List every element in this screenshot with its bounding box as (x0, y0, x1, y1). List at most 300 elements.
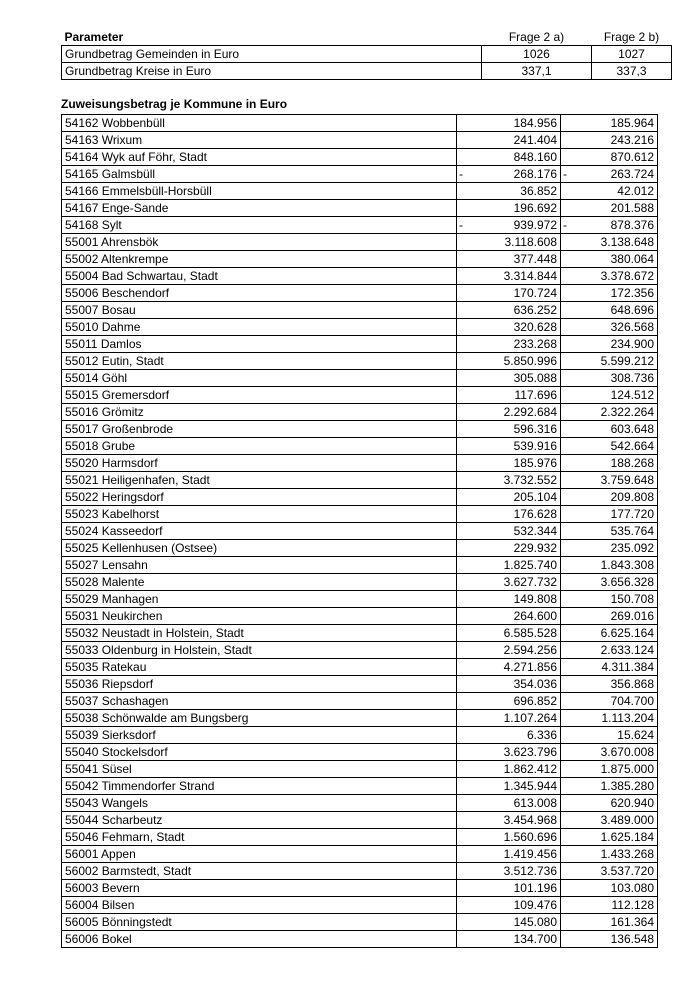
amount-cell-a (457, 659, 561, 676)
amount-cell-a (457, 897, 561, 914)
municipality-name: 56002 Barmstedt, Stadt (62, 863, 457, 880)
amount-cell-b (561, 472, 658, 489)
amount-cell-a (457, 591, 561, 608)
amount-value: 233.268 (513, 337, 557, 351)
municipality-name: 56004 Bilsen (62, 897, 457, 914)
table-row (62, 676, 658, 693)
amount-value: 201.588 (610, 201, 654, 215)
param-value-b: 1027 (592, 46, 672, 63)
amount-value: 848.160 (513, 150, 557, 164)
amount-cell-a (457, 268, 561, 285)
amount-value: 380.064 (610, 252, 654, 266)
municipality-name: 55020 Harmsdorf (62, 455, 457, 472)
table-row (62, 251, 658, 268)
amount-value: 101.196 (513, 881, 557, 895)
table-row (62, 523, 658, 540)
negative-sign: - (459, 218, 463, 232)
amount-value: 5.599.212 (600, 354, 654, 368)
amount-cell-b (561, 387, 658, 404)
amount-cell-a (457, 863, 561, 880)
table-row (62, 115, 658, 132)
param-value-b: 337,3 (592, 63, 672, 80)
amount-value: 870.612 (610, 150, 654, 164)
amount-cell-a (457, 217, 561, 234)
amount-value: 308.736 (610, 371, 654, 385)
table-row (62, 319, 658, 336)
table-row (62, 863, 658, 880)
table-row (62, 506, 658, 523)
amount-cell-a (457, 608, 561, 625)
table-row (62, 200, 658, 217)
amount-value: 6.336 (526, 728, 557, 742)
amount-cell-b (561, 897, 658, 914)
amount-cell-a (457, 319, 561, 336)
amount-value: 170.724 (513, 286, 557, 300)
amount-value: 6.585.528 (503, 626, 557, 640)
amount-cell-a (457, 302, 561, 319)
amount-cell-b (561, 710, 658, 727)
amount-cell-b (561, 914, 658, 931)
amount-cell-a (457, 251, 561, 268)
amount-value: 161.364 (610, 915, 654, 929)
amount-value: 1.862.412 (503, 762, 557, 776)
table-row (62, 370, 658, 387)
municipality-name: 55036 Riepsdorf (62, 676, 457, 693)
table-row (62, 285, 658, 302)
amount-value: 1.433.268 (600, 847, 654, 861)
municipality-name: 55016 Grömitz (62, 404, 457, 421)
amount-value: 3.489.000 (600, 813, 654, 827)
param-row-kreise (62, 63, 672, 80)
amount-value: 1.625.184 (600, 830, 654, 844)
amount-value: 209.808 (610, 490, 654, 504)
amount-value: 1.107.264 (503, 711, 557, 725)
municipality-name: 55037 Schashagen (62, 693, 457, 710)
municipality-name: 56006 Bokel (62, 931, 457, 948)
table-row (62, 761, 658, 778)
amount-cell-b (561, 608, 658, 625)
amount-value: 613.008 (513, 796, 557, 810)
amount-cell-a (457, 404, 561, 421)
amount-value: 1.825.740 (503, 558, 557, 572)
amount-value: 124.512 (610, 388, 654, 402)
amount-value: 15.624 (617, 728, 654, 742)
amount-value: 1.560.696 (503, 830, 557, 844)
parameter-header: Parameter (64, 30, 124, 44)
amount-cell-b (561, 268, 658, 285)
amount-value: 134.700 (513, 932, 557, 946)
table-row (62, 642, 658, 659)
table-row (62, 132, 658, 149)
municipality-name: 55040 Stockelsdorf (62, 744, 457, 761)
table-row (62, 591, 658, 608)
amount-cell-a (457, 523, 561, 540)
amount-cell-b (561, 438, 658, 455)
amount-value: 109.476 (513, 898, 557, 912)
municipality-name: 55046 Fehmarn, Stadt (62, 829, 457, 846)
amount-value: 149.808 (513, 592, 557, 606)
amount-cell-a (457, 574, 561, 591)
municipality-name: 56003 Bevern (62, 880, 457, 897)
amount-cell-b (561, 761, 658, 778)
amount-value: 6.625.164 (600, 626, 654, 640)
table-row (62, 455, 658, 472)
amount-cell-b (561, 574, 658, 591)
municipality-name: 55038 Schönwalde am Bungsberg (62, 710, 457, 727)
amount-value: 176.628 (513, 507, 557, 521)
municipality-name: 55017 Großenbrode (62, 421, 457, 438)
amount-value: 136.548 (610, 932, 654, 946)
amount-value: 263.724 (610, 167, 654, 181)
amount-cell-b (561, 727, 658, 744)
amount-value: 150.708 (610, 592, 654, 606)
amount-cell-b (561, 251, 658, 268)
municipality-name: 55042 Timmendorfer Strand (62, 778, 457, 795)
amount-value: 243.216 (610, 133, 654, 147)
negative-sign: - (459, 167, 463, 181)
amount-value: 1.419.456 (503, 847, 557, 861)
municipality-name: 55024 Kasseedorf (62, 523, 457, 540)
amount-value: 636.252 (513, 303, 557, 317)
amount-value: 188.268 (610, 456, 654, 470)
amount-cell-b (561, 421, 658, 438)
amount-cell-b (561, 812, 658, 829)
amount-cell-b (561, 200, 658, 217)
amount-cell-b (561, 455, 658, 472)
amount-value: 320.628 (513, 320, 557, 334)
amount-value: 1.875.000 (600, 762, 654, 776)
amount-value: 3.759.648 (600, 473, 654, 487)
amount-cell-b (561, 166, 658, 183)
amount-value: 3.118.608 (504, 235, 557, 249)
amount-cell-b (561, 489, 658, 506)
municipality-name: 55002 Altenkrempe (62, 251, 457, 268)
amount-cell-a (457, 489, 561, 506)
municipality-name: 54168 Sylt (62, 217, 457, 234)
amount-value: 185.964 (610, 116, 654, 130)
amount-value: 172.356 (610, 286, 654, 300)
amount-cell-a (457, 676, 561, 693)
table-row (62, 404, 658, 421)
amount-value: 354.036 (513, 677, 557, 691)
municipality-name: 55004 Bad Schwartau, Stadt (62, 268, 457, 285)
amount-value: 3.138.648 (600, 235, 654, 249)
table-row (62, 710, 658, 727)
amount-cell-a (457, 234, 561, 251)
amount-cell-a (457, 846, 561, 863)
amount-value: 4.311.384 (601, 660, 654, 674)
municipality-name: 56005 Bönningstedt (62, 914, 457, 931)
amount-cell-a (457, 353, 561, 370)
municipality-name: 54165 Galmsbüll (62, 166, 457, 183)
municipality-name: 54164 Wyk auf Föhr, Stadt (62, 149, 457, 166)
municipality-name: 55027 Lensahn (62, 557, 457, 574)
amount-value: 542.664 (610, 439, 654, 453)
table-row (62, 574, 658, 591)
amount-cell-a (457, 336, 561, 353)
municipality-name: 55032 Neustadt in Holstein, Stadt (62, 625, 457, 642)
amount-cell-b (561, 795, 658, 812)
amount-cell-a (457, 421, 561, 438)
municipality-name: 55028 Malente (62, 574, 457, 591)
table-row (62, 166, 658, 183)
municipality-name: 56001 Appen (62, 846, 457, 863)
table-row (62, 336, 658, 353)
municipality-name: 55044 Scharbeutz (62, 812, 457, 829)
amount-cell-a (457, 744, 561, 761)
amount-value: 103.080 (610, 881, 654, 895)
municipality-name: 55001 Ahrensbök (62, 234, 457, 251)
amount-cell-a (457, 642, 561, 659)
amount-cell-a (457, 132, 561, 149)
amount-value: 1.113.204 (601, 711, 654, 725)
municipality-name: 55018 Grube (62, 438, 457, 455)
amount-cell-a (457, 455, 561, 472)
amount-value: 2.292.684 (503, 405, 557, 419)
amount-cell-b (561, 353, 658, 370)
municipality-name: 55021 Heiligenhafen, Stadt (62, 472, 457, 489)
amount-cell-a (457, 795, 561, 812)
amount-value: 3.512.736 (503, 864, 557, 878)
amount-value: 648.696 (610, 303, 654, 317)
table-row (62, 438, 658, 455)
amount-value: 3.627.732 (503, 575, 557, 589)
amount-cell-a (457, 115, 561, 132)
amount-value: 1.345.944 (503, 779, 557, 793)
param-label: Grundbetrag Gemeinden in Euro (62, 46, 482, 63)
table-row (62, 829, 658, 846)
amount-cell-b (561, 557, 658, 574)
amount-cell-a (457, 166, 561, 183)
amount-value: 36.852 (520, 184, 557, 198)
amount-cell-a (457, 931, 561, 948)
amount-value: 704.700 (610, 694, 654, 708)
table-row (62, 778, 658, 795)
amount-cell-b (561, 846, 658, 863)
municipality-name: 55015 Gremersdorf (62, 387, 457, 404)
amount-cell-b (561, 149, 658, 166)
amount-cell-a (457, 149, 561, 166)
table-row (62, 931, 658, 948)
column-header-frage-2b: Frage 2 b) (603, 30, 660, 44)
amount-value: 268.176 (513, 167, 557, 181)
table-row (62, 727, 658, 744)
amount-value: 117.696 (514, 388, 557, 402)
table-row (62, 183, 658, 200)
municipality-name: 55010 Dahme (62, 319, 457, 336)
amount-cell-a (457, 200, 561, 217)
amount-value: 42.012 (617, 184, 654, 198)
amount-cell-b (561, 778, 658, 795)
municipality-name: 54162 Wobbenbüll (62, 115, 457, 132)
amount-cell-b (561, 506, 658, 523)
amount-cell-b (561, 642, 658, 659)
amount-cell-a (457, 761, 561, 778)
column-header-frage-2a: Frage 2 a) (508, 30, 565, 44)
amount-value: 878.376 (610, 218, 654, 232)
amount-value: 3.378.672 (600, 269, 654, 283)
amount-value: 535.764 (610, 524, 654, 538)
table-row (62, 812, 658, 829)
amount-value: 3.670.008 (600, 745, 654, 759)
amount-cell-a (457, 506, 561, 523)
amount-value: 532.344 (513, 524, 557, 538)
table-row (62, 540, 658, 557)
amount-cell-b (561, 336, 658, 353)
municipality-name: 55031 Neukirchen (62, 608, 457, 625)
municipality-name: 55033 Oldenburg in Holstein, Stadt (62, 642, 457, 659)
amount-cell-b (561, 540, 658, 557)
municipality-name: 55012 Eutin, Stadt (62, 353, 457, 370)
municipality-name: 55025 Kellenhusen (Ostsee) (62, 540, 457, 557)
amount-value: 264.600 (513, 609, 557, 623)
municipality-name: 55014 Göhl (62, 370, 457, 387)
amount-value: 326.568 (610, 320, 654, 334)
amount-cell-b (561, 234, 658, 251)
amount-cell-a (457, 438, 561, 455)
table-row (62, 268, 658, 285)
amount-value: 112.128 (611, 898, 654, 912)
param-value-a: 337,1 (482, 63, 592, 80)
municipality-name: 54166 Emmelsbüll-Horsbüll (62, 183, 457, 200)
amount-value: 620.940 (610, 796, 654, 810)
amount-value: 145.080 (513, 915, 557, 929)
amount-value: 377.448 (513, 252, 557, 266)
amount-cell-b (561, 693, 658, 710)
table-row (62, 846, 658, 863)
table-row (62, 914, 658, 931)
amount-cell-b (561, 132, 658, 149)
amount-cell-b (561, 302, 658, 319)
table-row (62, 217, 658, 234)
param-value-a: 1026 (482, 46, 592, 63)
table-row (62, 472, 658, 489)
amount-value: 5.850.996 (503, 354, 557, 368)
amount-value: 356.868 (610, 677, 654, 691)
amount-value: 3.656.328 (600, 575, 654, 589)
amount-value: 2.594.256 (503, 643, 557, 657)
amount-value: 3.623.796 (503, 745, 557, 759)
municipality-name: 55007 Bosau (62, 302, 457, 319)
table-row (62, 387, 658, 404)
amount-cell-b (561, 880, 658, 897)
allocation-table (61, 114, 658, 948)
municipality-name: 55023 Kabelhorst (62, 506, 457, 523)
amount-cell-a (457, 710, 561, 727)
amount-cell-b (561, 659, 658, 676)
amount-cell-b (561, 625, 658, 642)
table-row (62, 421, 658, 438)
negative-sign: - (563, 167, 567, 181)
amount-cell-b (561, 863, 658, 880)
amount-value: 234.900 (610, 337, 654, 351)
amount-value: 1.385.280 (600, 779, 654, 793)
table-row (62, 795, 658, 812)
table-row (62, 489, 658, 506)
amount-cell-b (561, 370, 658, 387)
municipality-name: 55039 Sierksdorf (62, 727, 457, 744)
amount-cell-b (561, 591, 658, 608)
amount-value: 539.916 (513, 439, 557, 453)
amount-cell-a (457, 693, 561, 710)
table-row (62, 744, 658, 761)
table-row (62, 897, 658, 914)
table-row (62, 880, 658, 897)
amount-cell-a (457, 625, 561, 642)
param-row-gemeinden (62, 46, 672, 63)
amount-value: 2.633.124 (600, 643, 654, 657)
amount-value: 603.648 (610, 422, 654, 436)
amount-cell-a (457, 812, 561, 829)
amount-cell-a (457, 183, 561, 200)
amount-cell-b (561, 319, 658, 336)
table-row (62, 557, 658, 574)
amount-value: 241.404 (513, 133, 557, 147)
amount-cell-a (457, 387, 561, 404)
amount-value: 3.732.552 (503, 473, 557, 487)
amount-value: 184.956 (513, 116, 557, 130)
amount-cell-a (457, 557, 561, 574)
section-title: Zuweisungsbetrag je Kommune in Euro (61, 97, 288, 111)
amount-value: 939.972 (513, 218, 557, 232)
table-row (62, 302, 658, 319)
municipality-name: 54163 Wrixum (62, 132, 457, 149)
amount-value: 2.322.264 (600, 405, 654, 419)
amount-value: 696.852 (513, 694, 557, 708)
amount-cell-a (457, 370, 561, 387)
municipality-name: 55006 Beschendorf (62, 285, 457, 302)
amount-value: 1.843.308 (600, 558, 654, 572)
amount-cell-b (561, 285, 658, 302)
amount-cell-b (561, 115, 658, 132)
negative-sign: - (563, 218, 567, 232)
amount-cell-a (457, 285, 561, 302)
table-row (62, 693, 658, 710)
amount-cell-b (561, 523, 658, 540)
amount-value: 205.104 (513, 490, 557, 504)
amount-value: 3.454.968 (503, 813, 557, 827)
param-label: Grundbetrag Kreise in Euro (62, 63, 482, 80)
municipality-name: 55029 Manhagen (62, 591, 457, 608)
municipality-name: 55022 Heringsdorf (62, 489, 457, 506)
amount-cell-b (561, 744, 658, 761)
amount-value: 269.016 (610, 609, 654, 623)
amount-value: 185.976 (513, 456, 557, 470)
amount-value: 3.314.844 (503, 269, 557, 283)
amount-cell-a (457, 829, 561, 846)
table-row (62, 149, 658, 166)
municipality-name: 55011 Damlos (62, 336, 457, 353)
amount-cell-a (457, 880, 561, 897)
table-row (62, 234, 658, 251)
amount-value: 196.692 (513, 201, 557, 215)
municipality-name: 55041 Süsel (62, 761, 457, 778)
table-row (62, 353, 658, 370)
amount-cell-b (561, 217, 658, 234)
table-row (62, 625, 658, 642)
amount-value: 596.316 (513, 422, 557, 436)
amount-cell-b (561, 404, 658, 421)
table-row (62, 608, 658, 625)
amount-value: 305.088 (513, 371, 557, 385)
amount-cell-b (561, 183, 658, 200)
amount-cell-a (457, 540, 561, 557)
amount-cell-a (457, 914, 561, 931)
amount-value: 229.932 (513, 541, 557, 555)
amount-cell-a (457, 778, 561, 795)
amount-value: 177.720 (610, 507, 654, 521)
parameter-table (61, 29, 672, 80)
